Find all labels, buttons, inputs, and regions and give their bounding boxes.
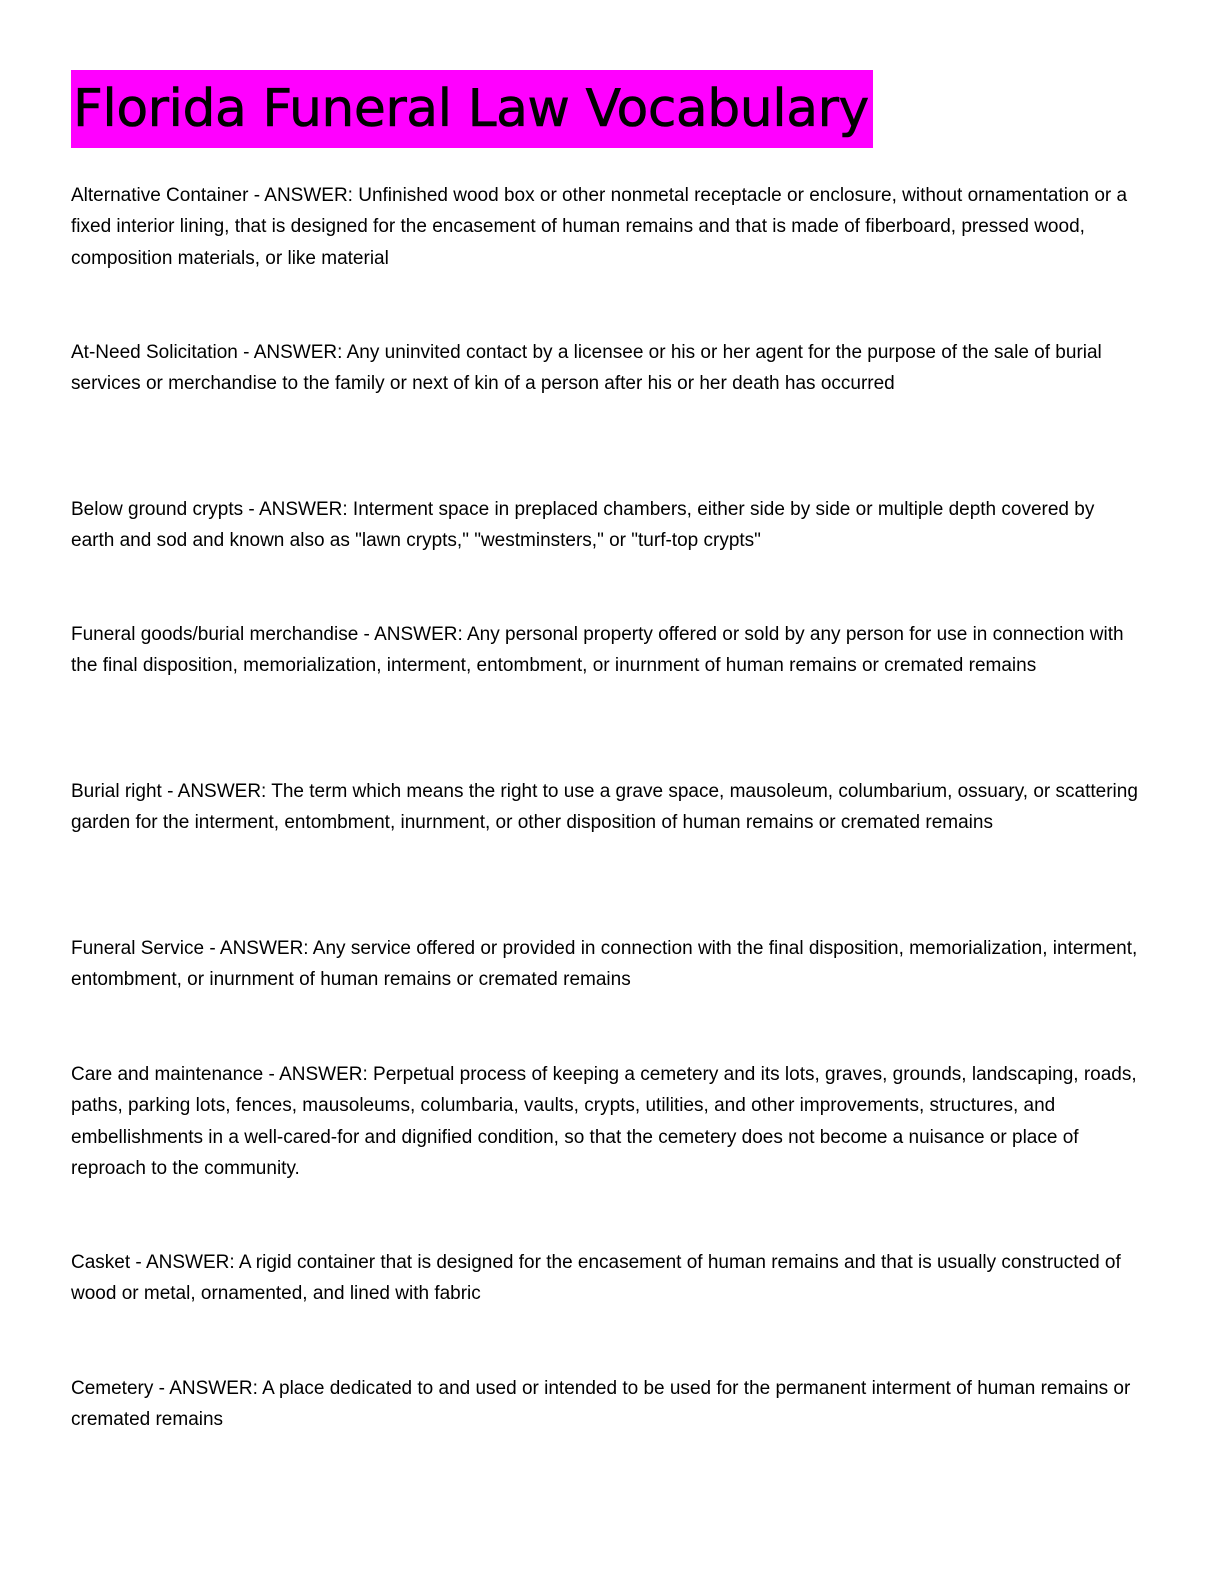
document-title: Florida Funeral Law Vocabulary (73, 79, 869, 139)
vocabulary-entry-at-need-solicitation: At-Need Solicitation - ANSWER: Any uninvited contact by a licensee or his or her agent for the purpose of the sale of burial services or merchandise to the family or next of kin of a person after his or her death has occurred (71, 342, 1102, 395)
vocabulary-entry-cemetery: Cemetery - ANSWER: A place dedicated to and used or intended to be used for the permanent interment of human remains or cremated remains (71, 1378, 1131, 1431)
document-page (71, 70, 1141, 1431)
vocabulary-entry-below-ground-crypts: Below ground crypts - ANSWER: Interment space in preplaced chambers, either side by side or multiple depth covered by earth and sod and known also as "lawn crypts," "westminsters," or "turf-top crypts" (71, 499, 1095, 552)
title-highlight (71, 70, 873, 148)
vocabulary-entry-casket: Casket - ANSWER: A rigid container that is designed for the encasement of human remains and that is usually constructed of wood or metal, ornamented, and lined with fabric (71, 1252, 1121, 1305)
vocabulary-entry-burial-right: Burial right - ANSWER: The term which means the right to use a grave space, mausoleum, columbarium, ossuary, or scattering garden for the interment, entombment, inurnment, or other disposition of human remains or cremated remains (71, 781, 1138, 834)
vocabulary-entry-care-and-maintenance: Care and maintenance - ANSWER: Perpetual process of keeping a cemetery and its lots, graves, grounds, landscaping, roads, paths, parking lots, fences, mausoleums, columbaria, vaults, crypts, utilities, and other improvements, structures, and embellishments in a well-cared-for and dignified condition, so that the cemetery does not become a nuisance or place of reproach to the community. (71, 1064, 1137, 1180)
vocabulary-entry-funeral-service: Funeral Service - ANSWER: Any service offered or provided in connection with the final disposition, memorialization, interment, entombment, or inurnment of human remains or cremated remains (71, 938, 1138, 991)
vocabulary-entry-alternative-container: Alternative Container - ANSWER: Unfinished wood box or other nonmetal receptacle or enclosure, without ornamentation or a fixed interior lining, that is designed for the encasement of human remains and that is made of fiberboard, pressed wood, composition materials, or like material (71, 185, 1128, 269)
vocabulary-entry-funeral-goods: Funeral goods/burial merchandise - ANSWER: Any personal property offered or sold by any person for use in connection with the final disposition, memorialization, interment, entombment, or inurnment of human remains or cremated remains (71, 624, 1124, 677)
